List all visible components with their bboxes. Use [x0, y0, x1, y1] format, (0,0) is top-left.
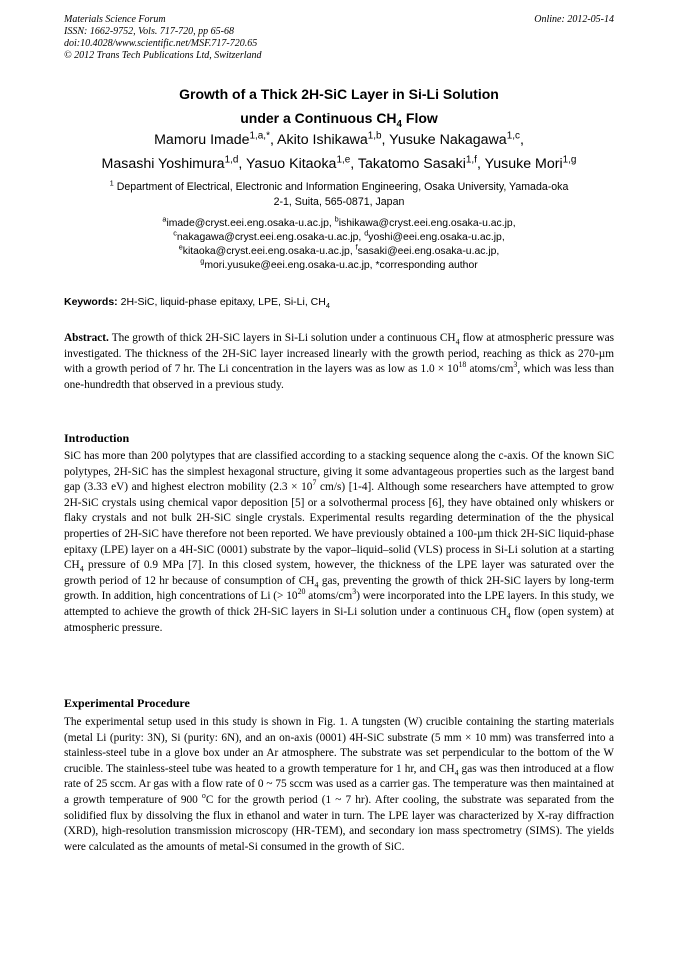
title-text-end: Flow [402, 110, 438, 126]
intro-sub: 4 [79, 564, 84, 574]
abstract [64, 331, 614, 393]
email-mark: d [364, 228, 369, 238]
author-affil: 1,b [367, 130, 382, 142]
keywords-label: Keywords: [64, 296, 118, 308]
intro-text: cm/s) [1-4]. Although some researchers have attempted to grow 2H-SiC crystals using chemical vapor deposition [5] or a solvothermal process [6], they have obtained only whiskers or flaky crystals and not bulk 2H-SiC single crystals. Experimental results regarding determination of the the physical properties of 2H-SiC have therefore not been reported. We have previously obtained a 100-µm thick 2H-SiC liquid-phase epitaxy (LPE) layer on a 4H-SiC (0001) substrate by the vapor–liquid–solid (VLS) process in Si-Li solution at a starting CH [64, 481, 614, 572]
author-name: , Yusuke Nakagawa [381, 132, 507, 148]
journal-name: Materials Science Forum [64, 14, 166, 25]
abstract-text: atoms/cm [466, 363, 514, 376]
abstract-label: Abstract. [64, 332, 109, 344]
author-affil: 1,a,* [249, 130, 270, 142]
introduction-body [64, 449, 614, 636]
issn-line: ISSN: 1662-9752, Vols. 717-720, pp 65-68 [64, 26, 234, 37]
intro-text: pressure of 0.9 MPa [7]. In this closed system, however, the thickness of the LPE layer was saturated over the growth period of 12 hr because of consumption of CH [64, 559, 614, 587]
author-name: Masashi Yoshimura [101, 156, 225, 172]
email: imade@cryst.eei.eng.osaka-u.ac.jp, [166, 218, 335, 229]
email-line-3 [64, 242, 614, 259]
online-date: Online: 2012-05-14 [534, 14, 614, 25]
intro-sub: 4 [506, 611, 511, 621]
email: kitaoka@cryst.eei.eng.osaka-u.ac.jp, [182, 246, 356, 257]
abstract-sub: 4 [455, 337, 460, 347]
affil-mark: 1,a, [249, 130, 267, 142]
author-line-1 [56, 128, 622, 152]
author-affil: 1,d [224, 154, 239, 166]
intro-sub: 4 [314, 580, 319, 589]
abstract-text: flow at atmospheric pressure was investigated. The thickness of the 2H-SiC layer increased linearly with the growth period, reaching as thick as 270-µm with a growth period of 7 hr. The Li concentration in the layers was as low as 1.0 × 10 [64, 332, 614, 376]
author-affil: 1,f [465, 154, 477, 166]
author-affil: 1,c [506, 130, 520, 142]
intro-sup: 20 [297, 587, 306, 597]
title-subscript: 4 [396, 118, 402, 130]
exp-text: The experimental setup used in this study is shown in Fig. 1. A tungsten (W) crucible containing the starting materials (metal Li (purity: 3N), Si (purity: 6N), and an on-axis (0001) 4H-SiC substrate (5 mm × 10 mm) was transferred into a stainless-steel tube in a glove box under an Ar atmosphere. The substrate was set perpendicular to the bottom of the W crucible. The stainless-steel tube was heated to a growth temperature for 1 hr, and CH [64, 716, 614, 775]
abstract-text: The growth of thick 2H-SiC layers in Si-Li solution under a continuous CH [108, 332, 456, 344]
abstract-sup: 18 [458, 360, 467, 370]
exp-sub: 4 [454, 768, 459, 778]
exp-sup: o [201, 791, 206, 801]
abstract-sup: 3 [513, 360, 518, 370]
intro-text: flow (open system) at atmospheric pressure. [64, 605, 614, 634]
title-line-1: Growth of a Thick 2H-SiC Layer in Si-Li Solution [179, 86, 499, 102]
author-list [56, 128, 622, 176]
intro-text: ) were incorporated into the LPE layers. In this study, we attempted to achieve the growth of thick 2H-SiC layers in Si-Li solution under a continuous CH [64, 590, 614, 618]
intro-sup: 7 [312, 478, 317, 488]
email-mark: a [162, 214, 167, 224]
experimental-body [64, 715, 614, 855]
exp-text: gas was then introduced at a flow rate of 25 sccm. Ar gas with a flow rate of 0 ~ 75 sccm was used as a carrier gas. The temperature was then maintained at a growth temperature of 900 [64, 762, 614, 806]
abstract-text: , which was less than one-hundredth that observed in a previous study. [64, 363, 614, 391]
doi-line: doi:10.4028/www.scientific.net/MSF.717-720.65 [64, 38, 258, 49]
email-mark: c [173, 228, 177, 238]
author-name: , Akito Ishikawa [269, 132, 368, 148]
email-list [64, 214, 614, 273]
copyright-line: © 2012 Trans Tech Publications Ltd, Switzerland [64, 50, 262, 61]
email: nakagawa@cryst.eei.eng.osaka-u.ac.jp, [176, 232, 365, 243]
intro-text: gas, preventing the growth of thick 2H-SiC layers by long-term growth. In addition, high concentrations of Li (> 10 [64, 574, 614, 603]
email-line-1 [64, 214, 614, 231]
affiliation-line-2: 2-1, Suita, 565-0871, Japan [273, 196, 405, 208]
exp-text: C for the growth period (1 ~ 7 hr). After cooling, the substrate was separated from the solidified flux by dissolving the flux in ethanol and water in turn. The LPE layer was characterized by X-ray diffraction (XRD), high-resolution transmission microscopy (HR-TEM), and secondary ion mass spectrometry (SIMS). The yields were calculated as the amounts of metal-Si consumed in the growth of SiC. [64, 793, 614, 853]
email: yoshi@eei.eng.osaka-u.ac.jp, [368, 232, 505, 243]
title-text: under a Continuous CH [240, 110, 397, 126]
author-name: , Yasuo Kitaoka [238, 156, 337, 172]
author-name: , Takatomo Sasaki [350, 156, 466, 172]
email-mark: b [334, 214, 339, 224]
affiliation [64, 180, 614, 210]
author-name: , Yusuke Mori [476, 156, 563, 172]
affil-text: Department of Electrical, Electronic and Information Engineering, Osaka University, Yamada-oka [113, 181, 569, 193]
email-mark: e [178, 242, 183, 252]
introduction-heading: Introduction [64, 431, 130, 445]
paper-title [64, 82, 614, 130]
keywords-subscript: 4 [325, 301, 330, 311]
email-line-2 [64, 228, 614, 245]
journal-header [64, 14, 614, 62]
affiliation-line-1 [64, 180, 614, 195]
email-mark: g [200, 256, 205, 266]
author-affil: 1,e [336, 154, 351, 166]
email-line-4 [64, 256, 614, 273]
intro-text: atoms/cm [305, 590, 353, 603]
author-line-2 [56, 152, 622, 176]
intro-text: SiC has more than 200 polytypes that are classified according to a stacking sequence along the c-axis. Of the known SiC polytypes, 2H-SiC has the simplest hexagonal structure, giving it some advantageous properties such as the largest band gap (3.33 eV) and highest electron mobility (2.3 × 10 [64, 450, 614, 494]
email: mori.yusuke@eei.eng.osaka-u.ac.jp, *corresponding author [204, 260, 478, 271]
affil-number: 1 [109, 178, 114, 188]
title-line-2 [64, 106, 614, 130]
experimental-heading: Experimental Procedure [64, 696, 190, 710]
email: sasaki@eei.eng.osaka-u.ac.jp, [357, 246, 500, 257]
author-affil: 1,g [562, 154, 577, 166]
author-sep: , [519, 132, 524, 148]
author-name: Mamoru Imade [154, 132, 250, 148]
email-mark: f [355, 242, 358, 252]
keywords [64, 295, 614, 309]
keywords-text: 2H-SiC, liquid-phase epitaxy, LPE, Si-Li, CH [117, 296, 326, 308]
intro-sup: 3 [352, 587, 357, 597]
email: ishikawa@cryst.eei.eng.osaka-u.ac.jp, [338, 218, 516, 229]
